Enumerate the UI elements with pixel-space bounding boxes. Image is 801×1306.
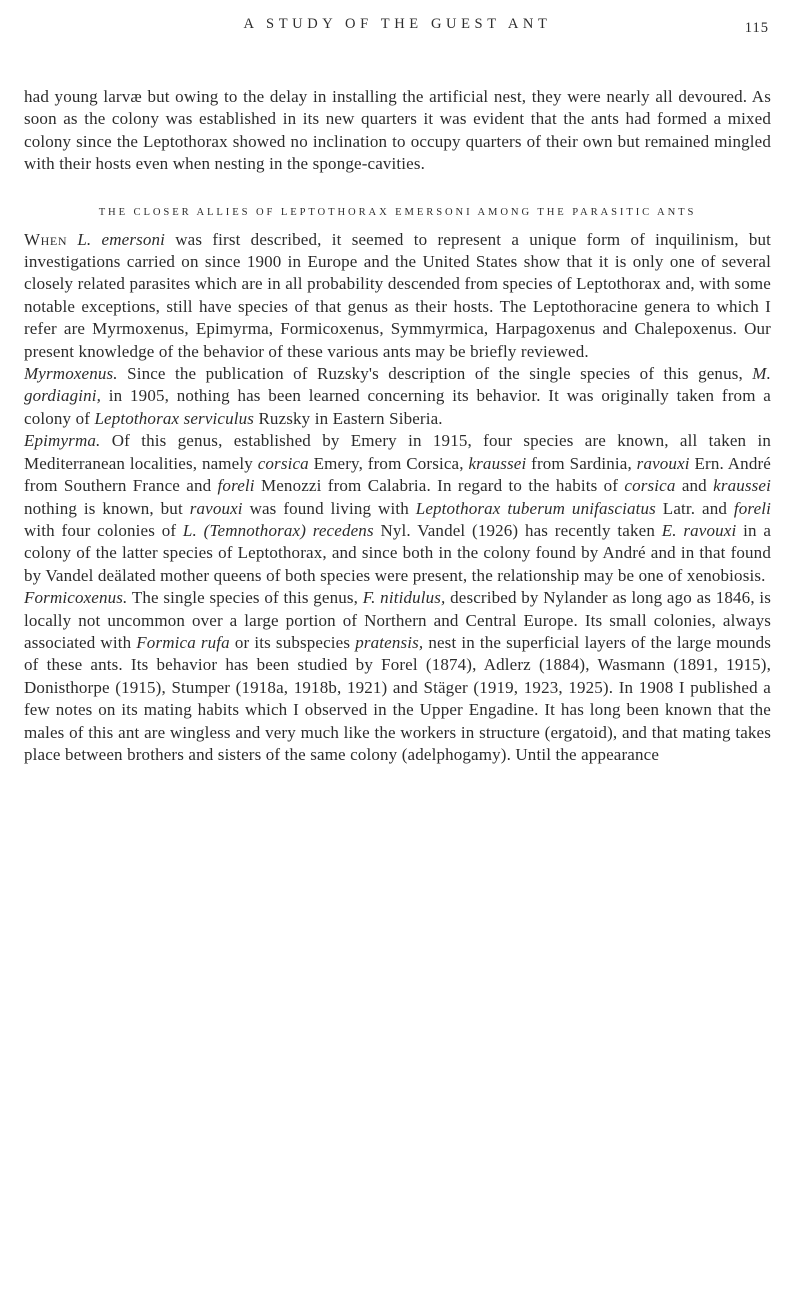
paragraph-text: Since the publication of Ruzsky's description of the single species of this genus, [127, 364, 743, 384]
paragraph-text: described by Nylander as long ago as 1846, is locally not uncommon over a large portion of Northern and Central Europe. Its small colonies, always associated with [24, 588, 772, 652]
paragraph-text: Nyl. Vandel (1926) has recently taken [380, 520, 655, 540]
genus-heading-myrmoxenus: Myrmoxenus. [24, 364, 118, 384]
paragraph-text: Ruzsky in Eastern Siberia. [258, 408, 443, 428]
species-name: kraussei [713, 476, 771, 496]
species-name: foreli [733, 498, 772, 518]
section-heading: THE CLOSER ALLIES OF LEPTOTHORAX EMERSONI AMONG THE PARASITIC ANTS [98, 206, 697, 218]
section-paragraph-intro [24, 229, 771, 363]
species-name: ravouxi [189, 498, 243, 518]
species-name: M. gordiagini, [24, 364, 771, 406]
genus-heading-epimyrma: Epimyrma. [24, 431, 101, 451]
paragraph-text: was first described, it seemed to represent a unique form of inquilinism, but investigations carried on since 1900 in Europe and the United States show that it is only one of several closely related parasites which are in all probability descended from species of Leptothorax and, with some notable exceptions, still have species of that genus as their hosts. The Leptothoracine genera to which I refer are Myrmoxenus, Epimyrma, Formicoxenus, Symmyrmica, Harpagoxenus and Chalepoxenus. Our present knowledge of the behavior of these various ants may be briefly reviewed. [24, 229, 771, 361]
paragraph-text: was found living with [249, 498, 409, 518]
paragraph-text: Menozzi from Calabria. In regard to the habits of [260, 476, 619, 496]
species-name: E. ravouxi [661, 520, 737, 540]
paragraph-text: and [681, 476, 707, 496]
species-name: corsica [257, 453, 309, 473]
species-name: pratensis, [355, 632, 424, 652]
myrmoxenus-paragraph [24, 363, 771, 430]
page-number: 115 [744, 20, 769, 36]
species-name: Leptothorax serviculus [94, 408, 255, 428]
paragraph-text: in 1905, nothing has been learned concerning its behavior. It was originally taken from a colony of [24, 386, 771, 428]
species-name: L. emersoni [77, 229, 166, 249]
paragraph-text: or its subspecies [234, 632, 351, 652]
species-name: corsica [624, 476, 676, 496]
paragraph-text: nest in the superficial layers of the large mounds of these ants. Its behavior has been studied by Forel (1874), Adlerz (1884), Wasmann (1891, 1915), Donisthorpe (1915), Stumper (1918a, 1918b, 1921) and Stäger (1919, 1923, 1925). In 1908 I published a few notes on its mating habits which I observed in the Upper Engadine. It has long been known that the males of this ant are wingless and very much like the workers in structure (ergatoid), and that mating takes place between brothers and sisters of the same colony (adelphogamy). Until the appearance [24, 632, 772, 764]
paragraph-text: from Sardinia, [531, 453, 632, 473]
species-name: foreli [217, 476, 255, 496]
epimyrma-paragraph [24, 430, 771, 587]
species-name: Leptothorax tuberum unifasciatus [415, 498, 656, 518]
paragraph-text: The single species of this genus, [131, 588, 359, 608]
running-title: A STUDY OF THE GUEST ANT [243, 16, 552, 32]
paragraph-text: Emery, from Corsica, [313, 453, 464, 473]
genus-heading-formicoxenus: Formicoxenus. [24, 588, 128, 608]
running-head [24, 0, 771, 40]
paragraph-text: in a colony of the latter species of Leptothorax, and since both in the colony found by André and in that found by Vandel deälated mother queens of both species were present, the relationship may be one of xenobiosis. [24, 520, 772, 585]
species-name: ravouxi [636, 453, 690, 473]
species-name: L. (Temnothorax) recedens [182, 520, 374, 540]
species-name: Formica rufa [136, 632, 230, 652]
paragraph-text: Ern. André from Southern France and [24, 453, 771, 496]
section-lead-word: When [24, 229, 68, 249]
paragraph-text: Of this genus, established by Emery in 1915, four species are known, all taken in Mediterranean localities, namely [24, 431, 772, 473]
paragraph-text: Latr. and [662, 498, 728, 518]
intro-paragraph: had young larvæ but owing to the delay in installing the artificial nest, they were nearly all devoured. As soon as the colony was established in its new quarters it was evident that the ants had formed a mixed colony since the Leptothorax showed no inclination to occupy quarters of their own but remained mingled with their hosts even when nesting in the sponge-cavities. [24, 87, 771, 174]
paragraph-text: with four colonies of [24, 520, 177, 540]
species-name: F. nitidulus, [362, 588, 446, 608]
formicoxenus-paragraph [24, 587, 771, 766]
species-name: kraussei [468, 453, 527, 473]
paragraph-text: nothing is known, but [24, 498, 183, 518]
